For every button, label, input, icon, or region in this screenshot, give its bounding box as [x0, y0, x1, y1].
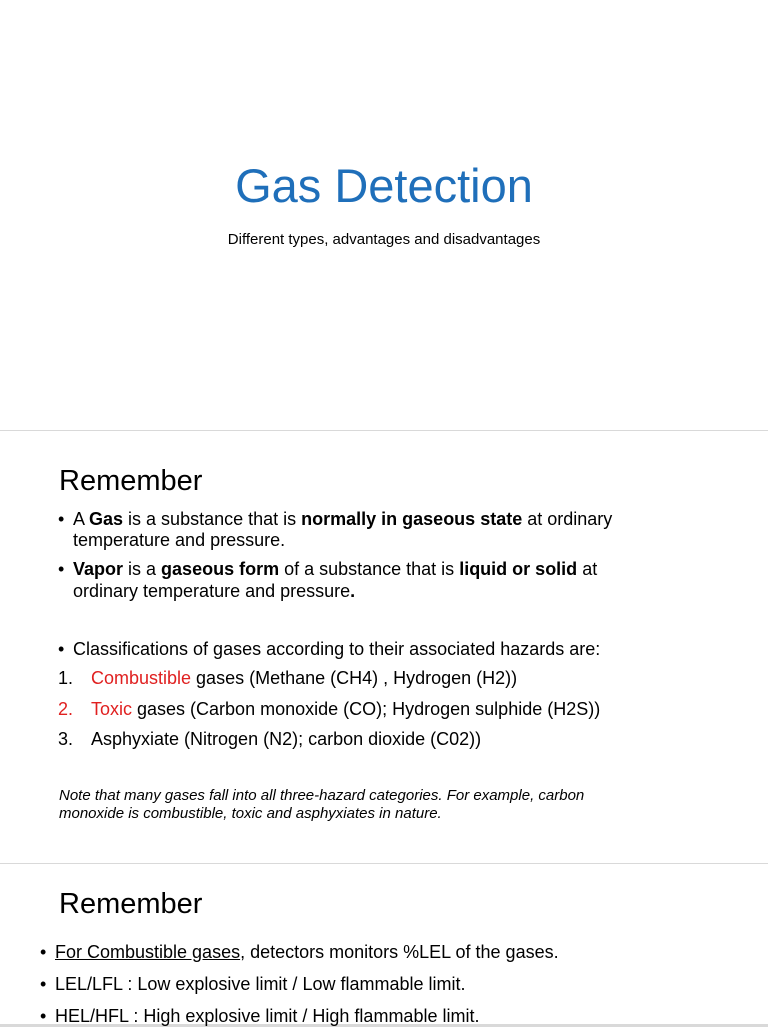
bullet-icon: •: [58, 639, 65, 659]
bullet-gas-definition: A Gas is a substance that is normally in gaseous state at ordinary: [73, 509, 613, 529]
bullet-icon: •: [58, 509, 65, 529]
bullet-vapor-definition-line2: ordinary temperature and pressure.: [73, 581, 356, 601]
slide-heading: Remember: [59, 888, 203, 920]
list-number: 2.: [58, 699, 74, 719]
slide-remember-1: [0, 431, 768, 863]
bullet-hel-hfl: HEL/HFL : High explosive limit / High flammable limit.: [55, 1006, 480, 1026]
note-text: Note that many gases fall into all three-hazard categories. For example, carbon monoxide is combustible, toxic and asphyxiates in nature.: [59, 787, 585, 822]
bullet-gas-definition-line2: temperature and pressure.: [73, 530, 286, 550]
bullet-vapor-definition: Vapor is a gaseous form of a substance that is liquid or solid at: [73, 559, 598, 579]
subtitle: Different types, advantages and disadvantages: [227, 231, 541, 248]
slide-title: [0, 0, 768, 430]
bullet-classifications: Classifications of gases according to their associated hazards are:: [73, 639, 601, 659]
slide-remember-2: [0, 864, 768, 1024]
list-number: 1.: [58, 668, 74, 688]
bullet-icon: •: [58, 559, 65, 579]
list-item-combustible: Combustible gases (Methane (CH4) , Hydrogen (H2)): [91, 668, 518, 688]
bullet-icon: •: [40, 1006, 47, 1026]
list-item-asphyxiate: Asphyxiate (Nitrogen (N2); carbon dioxide (C02)): [91, 729, 482, 749]
bullet-lel-lfl: LEL/LFL : Low explosive limit / Low flammable limit.: [55, 974, 466, 994]
bullet-combustible-gases: For Combustible gases, detectors monitors %LEL of the gases.: [55, 942, 559, 962]
slide-heading: Remember: [59, 465, 203, 497]
bullet-icon: •: [40, 942, 47, 962]
page-title: Gas Detection: [235, 159, 533, 212]
bullet-icon: •: [40, 974, 47, 994]
list-number: 3.: [58, 729, 74, 749]
list-item-toxic: Toxic gases (Carbon monoxide (CO); Hydrogen sulphide (H2S)): [91, 699, 601, 719]
